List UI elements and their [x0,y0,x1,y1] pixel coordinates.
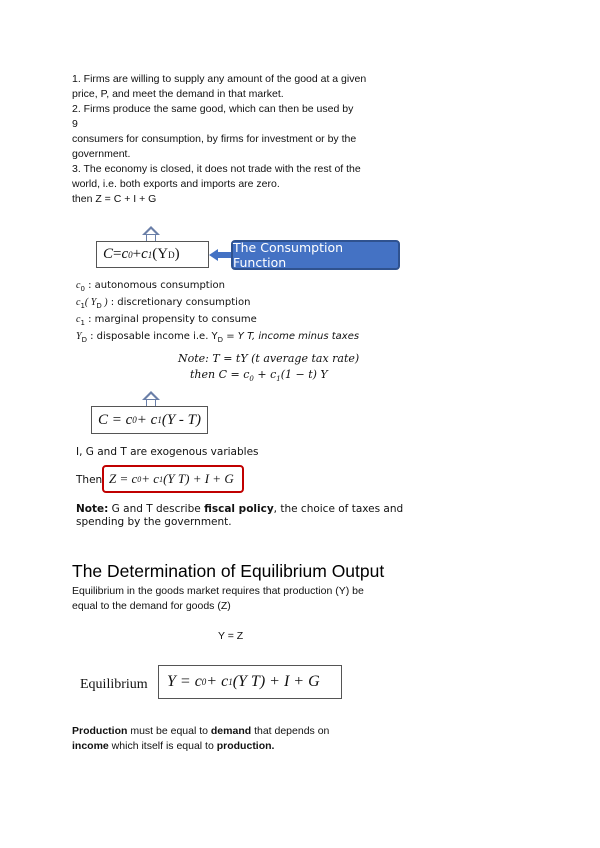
eq-symbol: c [141,246,148,262]
y-equals-z: Y = Z [218,630,244,642]
eq-symbol: c [121,246,129,262]
conclusion-bold: income [72,740,109,752]
definitions-list [76,279,359,347]
assumption-line: price, P, and meet the demand in that market. [72,88,284,100]
then-label: Then [76,474,103,486]
equilibrium-equation-box [158,665,342,699]
assumption-line: 3. The economy is closed, it does not trade with the rest of the [72,163,361,175]
def-text: = Y T, income minus taxes [223,331,360,342]
equilibrium-label: Equilibrium [80,677,148,692]
fiscal-policy-note [76,503,403,529]
conclusion-text: must be equal to [127,725,211,737]
conclusion-text: which itself is equal to [108,740,217,752]
conclusion-bold: production. [216,740,275,752]
fiscal-note-text: G and T describe [108,503,205,515]
conclusion-text [72,724,329,754]
eq-subscript: 0 [201,677,207,687]
fiscal-note-bold: fiscal policy [204,503,274,515]
eq-symbol: C [103,246,114,262]
eq-argument: (Y [152,246,169,262]
consumption-equation-box-taxes [91,406,208,434]
tax-note [178,351,359,387]
section-heading: The Determination of Equilibrium Output [72,561,385,581]
def-subscript: 1 [80,302,85,310]
assumptions-text [72,72,366,207]
def-text: : discretionary consumption [107,297,251,308]
eq-subscript: 1 [147,249,153,260]
equilibrium-text [72,584,364,614]
assumption-line: 9 [72,118,78,130]
def-symbol: c [76,297,81,308]
eq-subscript: 1 [159,474,164,484]
def-paren: ) [101,297,108,308]
conclusion-bold: demand [210,725,252,737]
left-arrow-icon [209,247,233,263]
equilibrium-line: Equilibrium in the goods market requires that production (Y) be [72,585,364,597]
eq-text: C = c [98,411,133,428]
conclusion-line1 [72,724,329,739]
def-symbol: c [76,280,81,291]
eq-text: + c [141,471,160,486]
conclusion-line2 [72,739,329,754]
def-subscript: D [81,336,87,344]
def-symbol: ( Y [84,297,97,308]
assumption-line: then Z = C + I + G [72,193,157,205]
definition-item [76,279,359,296]
equilibrium-line: equal to the demand for goods (Z) [72,600,231,612]
def-subscript: 1 [80,319,85,327]
conclusion-text: that depends on [251,725,330,737]
def-text: : disposable income i.e. Y [86,331,218,342]
note-subscript: 1 [276,375,281,384]
def-text: : marginal propensity to consume [84,314,257,325]
assumption-line: world, i.e. both exports and imports are zero. [72,178,280,190]
assumption-line: 2. Firms produce the same good, which can then be used by [72,103,354,115]
definition-item [76,296,359,313]
eq-subscript: 1 [228,677,233,687]
tax-note-line1: Note: T = tY (t average tax rate) [178,352,360,365]
note-text: then C = c [190,368,250,381]
tax-note-line2 [178,367,359,387]
eq-sign: + [132,246,142,262]
eq-subscript: 0 [137,474,142,484]
assumption-line: 1. Firms are willing to supply any amount of the good at a given [72,73,367,85]
assumption-line: government. [72,148,131,160]
assumption-line: consumers for consumption, by firms for investment or by the [72,133,357,145]
definition-item [76,313,359,330]
conclusion-bold: Production [72,725,128,737]
eq-text: Z = c [109,471,138,486]
note-text: + c [253,368,277,381]
def-symbol: c [76,314,81,325]
exogenous-text: I, G and T are exogenous variables [76,446,259,458]
def-subscript: D [217,336,224,344]
eq-subscript: 1 [157,415,162,425]
demand-equation-box [102,465,244,493]
note-subscript: 0 [249,375,254,384]
eq-text: + c [136,411,158,428]
eq-text: (Y T) + I + G [163,471,234,486]
def-subscript: D [96,302,102,310]
eq-paren: ) [174,246,180,262]
eq-subscript: 0 [132,415,137,425]
eq-subscript: 0 [128,249,133,260]
up-arrow-icon [142,391,160,400]
eq-text: + c [206,673,229,690]
consumption-function-label: The Consumption Function [231,240,400,270]
fiscal-note-line2: spending by the government. [76,516,232,528]
eq-text: (Y T) + I + G [232,673,320,690]
consumption-equation-box [96,241,209,268]
eq-sign: = [113,246,122,262]
definition-item [76,330,359,347]
def-subscript: 0 [80,285,85,293]
fiscal-note-bold: Note: [76,503,109,515]
eq-subscript: D [168,249,175,260]
up-arrow-icon [142,226,160,235]
fiscal-note-text: , the choice of taxes and [273,503,404,515]
fiscal-note-line1 [76,503,403,516]
def-symbol: Y [76,331,82,342]
def-text: : autonomous consumption [84,280,225,291]
eq-text: Y = c [167,673,202,690]
eq-text: (Y - T) [161,411,201,428]
note-text: (1 − t) Y [280,368,328,381]
